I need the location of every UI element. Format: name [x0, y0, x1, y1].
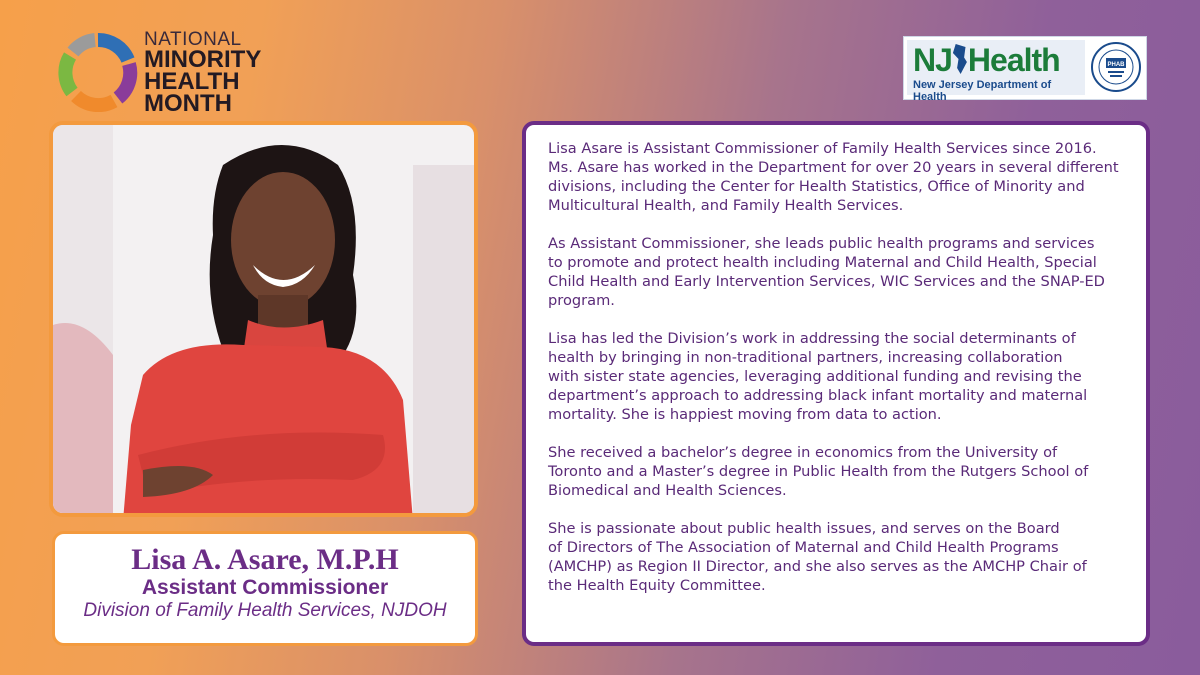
bio-paragraph-5: She is passionate about public health issues, and serves on the Board of Directors of The Association of Maternal and Child Health Programs (AMCHP) as Region II Director, and she also serves as the AMCHP Chair of the Health Equity Committee.: [548, 520, 1087, 594]
nmhm-health: HEALTH: [144, 68, 240, 96]
portrait-illustration: [53, 125, 478, 517]
phab-label: PHAB: [1107, 62, 1125, 68]
nmhm-logo: [58, 29, 278, 118]
bio-paragraph-1: Lisa Asare is Assistant Commissioner of Family Health Services since 2016. Ms. Asare has worked in the Department for over 20 years in several different divisions, including the Center for Health Statistics, Office of Minority and Multicultural Health, and Family Health Services.: [548, 140, 1119, 214]
nmhm-minority: MINORITY: [144, 46, 262, 73]
profile-name: Lisa A. Asare, M.P.H: [131, 543, 399, 576]
phab-seal-icon: [1090, 41, 1142, 93]
nj-text: NJ: [913, 42, 952, 78]
bio-card: [522, 121, 1150, 646]
nj-state-shape-icon: [953, 44, 967, 74]
bio-paragraph-3: Lisa has led the Division’s work in addressing the social determinants of health by bringing in non-traditional partners, increasing collaboration with sister state agencies, leveraging additional funding and revising the department’s approach to addressing black infant mortality and maternal mortality. She is happiest moving from data to action.: [548, 330, 1088, 423]
bio-paragraph-4: She received a bachelor’s degree in economics from the University of Toronto and a Master’s degree in Public Health from the Rutgers School of Biomedical and Health Sciences.: [548, 444, 1089, 499]
nmhm-wordmark: [144, 29, 262, 118]
bio-paragraph-2: As Assistant Commissioner, she leads public health programs and services to promote and protect health including Maternal and Child Health, Special Child Health and Early Intervention Services, WIC Services and the SNAP-ED program.: [548, 235, 1105, 309]
nmhm-national: NATIONAL: [144, 29, 242, 50]
name-card: [52, 531, 478, 646]
portrait-photo: [49, 121, 478, 517]
nj-health-wordmark: [913, 44, 1060, 76]
nmhm-month: MONTH: [144, 90, 232, 118]
profile-division: Division of Family Health Services, NJDOH: [83, 599, 447, 621]
nj-health-subtitle: New Jersey Department of Health: [913, 79, 1052, 103]
nmhm-ring-logo-icon: [58, 32, 138, 112]
health-text: Health: [967, 42, 1060, 78]
profile-title: Assistant Commissioner: [141, 575, 389, 599]
nj-health-wordmark-box: [907, 40, 1085, 103]
nj-health-logo: [903, 36, 1147, 103]
